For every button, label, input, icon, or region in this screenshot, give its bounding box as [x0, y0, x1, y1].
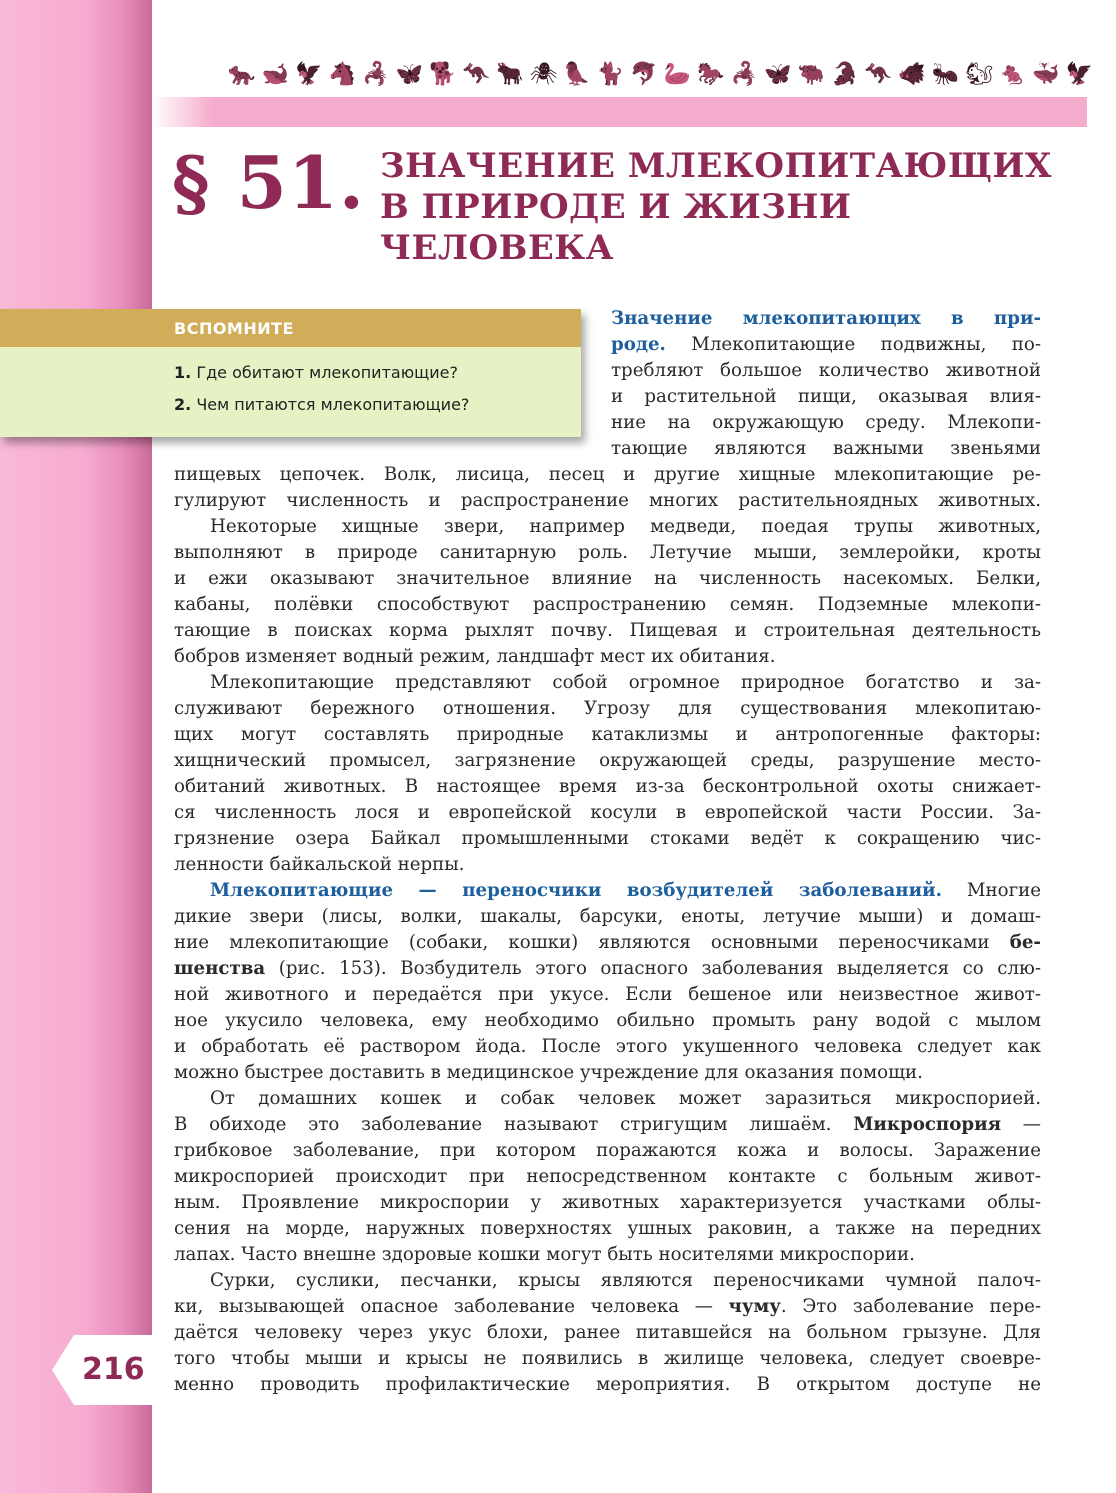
- animal-silhouette-icon: 🦅: [1065, 62, 1094, 87]
- text-line: [611, 332, 1041, 358]
- text-line: кабаны, полёвки способствуют распространению семян. Подземные млекопи-: [174, 594, 1041, 615]
- animal-silhouette-icon: 🦂: [362, 62, 390, 87]
- text-line: сения на морде, наружных поверхностях ушных раковин, а также на передних: [174, 1218, 1041, 1239]
- animal-silhouette-icon: 🦋: [764, 62, 792, 87]
- recall-question: [174, 359, 581, 391]
- chapter-title-line: ЧЕЛОВЕКА: [380, 228, 614, 268]
- animal-silhouette-icon: 🐬: [630, 62, 658, 87]
- section-heading: роде.: [611, 334, 666, 355]
- text-line: и растительной пищи, оказывая влия-: [611, 386, 1041, 407]
- animal-silhouette-icon: 🐆: [228, 62, 256, 87]
- text-line: грязнение озера Байкал промышленными стоками ведёт к сокращению чис-: [174, 828, 1041, 849]
- text-line: менно проводить профилактические мероприятия. В открытом доступе не: [174, 1374, 1041, 1395]
- chapter-title: [380, 146, 1080, 269]
- text-line: требляют большое количество животной: [611, 360, 1041, 381]
- bold-term: бе-: [1009, 932, 1041, 953]
- text-line: [174, 1294, 1041, 1320]
- page-number: 216: [82, 1352, 145, 1387]
- question-text: Чем питаются млекопитающие?: [196, 395, 470, 414]
- text-line: микроспорией происходит при непосредственном контакте с больным живот-: [174, 1166, 1041, 1187]
- text-line: и ежи оказывают значительное влияние на численность насекомых. Белки,: [174, 568, 1041, 589]
- text-line: обитаний животных. В настоящее время из-за бесконтрольной охоты снижает-: [174, 776, 1041, 797]
- text-span: ки, вызывающей опасное заболевание человека —: [174, 1296, 729, 1317]
- text-span: (рис. 153). Возбудитель этого опасного заболевания выделяется со слю-: [265, 958, 1041, 979]
- text-span: —: [1001, 1114, 1041, 1135]
- text-line: тающие являются важными звеньями: [611, 438, 1041, 459]
- question-number: 1.: [174, 363, 192, 382]
- animal-silhouette-icon: 🦘: [864, 62, 893, 87]
- text-line: Сурки, суслики, песчанки, крысы являются переносчиками чумной палоч-: [210, 1270, 1041, 1291]
- animal-silhouette-icon: 🐜: [931, 62, 960, 87]
- chapter-title-line: В ПРИРОДЕ И ЖИЗНИ: [380, 187, 852, 227]
- animal-silhouette-icon: 🐋: [261, 62, 289, 87]
- text-line: хищнический промысел, загрязнение окружающей среды, разрушение место-: [174, 750, 1041, 771]
- text-line: ленности байкальской нерпы.: [174, 854, 465, 875]
- animal-silhouette-icon: 🐳: [1032, 62, 1060, 87]
- chapter-title-line: ЗНАЧЕНИЕ МЛЕКОПИТАЮЩИХ: [380, 146, 1052, 186]
- bold-term: шенства: [174, 958, 266, 979]
- bold-term: Микроспория: [853, 1114, 1002, 1135]
- text-line: [174, 1112, 1041, 1138]
- section-heading: Млекопитающие — переносчики возбудителей заболеваний.: [210, 880, 942, 901]
- animal-silhouette-icon: 🦋: [395, 62, 423, 87]
- text-line: выполняют в природе санитарную роль. Летучие мыши, землеройки, кроты: [174, 542, 1041, 563]
- text-line: ное укусило человека, ему необходимо обильно промыть рану водой с мылом: [174, 1010, 1041, 1031]
- section-number: § 51.: [172, 140, 365, 225]
- text-line: дикие звери (лисы, волки, шакалы, барсуки, еноты, летучие мыши) и домаш-: [174, 906, 1041, 927]
- animal-silhouette-icon: 🐕: [429, 62, 457, 87]
- recall-heading: ВСПОМНИТЕ: [0, 309, 581, 347]
- animal-silhouette-icon: 🐊: [831, 62, 859, 87]
- text-span: . Это заболевание пере-: [780, 1296, 1041, 1317]
- header-pink-bar: [152, 97, 1087, 127]
- bold-term: чуму: [728, 1296, 781, 1317]
- text-line: [174, 878, 1041, 904]
- text-span: ние млекопитающие (собаки, кошки) являются основными переносчиками: [174, 932, 1010, 953]
- text-line: грибковое заболевание, при котором поражаются кожа и волосы. Заражение: [174, 1140, 1041, 1161]
- text-line: ной животного и передаётся при укусе. Если бешеное или неизвестное живот-: [174, 984, 1041, 1005]
- animal-silhouette-icon: 🐃: [797, 62, 826, 87]
- text-line: ным. Проявление микроспории у животных характеризуется участками облы-: [174, 1192, 1041, 1213]
- text-line: [174, 930, 1041, 956]
- text-line: От домашних кошек и собак человек может заразиться микроспорией.: [210, 1088, 1041, 1109]
- text-line: Некоторые хищные звери, например медведи, поедая трупы животных,: [210, 516, 1041, 537]
- text-line: [174, 956, 1041, 982]
- animal-silhouette-icon: 🐈: [596, 62, 625, 87]
- question-number: 2.: [174, 395, 192, 414]
- text-line: и обработать её раствором йода. После этого укушенного человека следует как: [174, 1036, 1041, 1057]
- section-heading: Значение млекопитающих в при-: [611, 308, 1041, 329]
- animal-silhouette-icon: 🦅: [295, 62, 323, 87]
- animal-silhouette-icon: 🐂: [496, 62, 524, 87]
- animal-silhouette-icon: 🐴: [328, 62, 356, 87]
- animal-silhouette-icon: 🦘: [462, 62, 491, 87]
- text-line: [611, 306, 1041, 332]
- text-line: лапах. Часто внешне здоровые кошки могут быть носителями микроспории.: [174, 1244, 915, 1265]
- text-line: можно быстрее доставить в медицинское учреждение для оказания помощи.: [174, 1062, 923, 1083]
- left-margin-band: [0, 0, 152, 1493]
- animal-silhouette-strip: [228, 62, 1094, 88]
- animal-silhouette-icon: 🦜: [563, 62, 591, 87]
- animal-silhouette-icon: 🦢: [663, 62, 692, 87]
- recall-questions: [0, 347, 581, 437]
- text-line: того чтобы мыши и крысы не появились в жилище человека, следует своевре-: [174, 1348, 1041, 1369]
- text-line: щих могут составлять природные катаклизмы и антропогенные факторы:: [174, 724, 1041, 745]
- animal-silhouette-icon: 🐎: [697, 62, 725, 87]
- text-span: В обиходе это заболевание называют стригущим лишаём.: [174, 1114, 854, 1135]
- text-line: ние на окружающую среду. Млекопи-: [611, 412, 1041, 433]
- text-line: тающие в поисках корма рыхлят почву. Пищевая и строительная деятельность: [174, 620, 1041, 641]
- text-line: служивают бережного отношения. Угрозу для существования млекопитаю-: [174, 698, 1041, 719]
- text-line: ся численность лося и европейской косули в европейской части России. За-: [174, 802, 1041, 823]
- text-span: Млекопитающие подвижны, по-: [665, 334, 1041, 355]
- animal-silhouette-icon: 🦂: [730, 62, 759, 87]
- text-line: бобров изменяет водный режим, ландшафт мест их обитания.: [174, 646, 776, 667]
- text-line: Млекопитающие представляют собой огромное природное богатство и за-: [210, 672, 1041, 693]
- animal-silhouette-icon: 🕷: [529, 62, 558, 87]
- recall-box: [0, 309, 581, 437]
- animal-silhouette-icon: 🐗: [898, 62, 926, 87]
- text-line: гулируют численность и распространение многих растительноядных животных.: [174, 490, 1041, 511]
- question-text: Где обитают млекопитающие?: [196, 363, 458, 382]
- header-bar-fade: [152, 97, 212, 127]
- text-line: даётся человеку через укус блохи, ранее питавшейся на больном грызуне. Для: [174, 1322, 1041, 1343]
- recall-question: [174, 391, 581, 423]
- text-line: пищевых цепочек. Волк, лисица, песец и другие хищные млекопитающие ре-: [174, 464, 1041, 485]
- animal-silhouette-icon: 🐁: [998, 62, 1027, 87]
- text-span: Многие: [941, 880, 1041, 901]
- animal-silhouette-icon: 🐿: [965, 62, 994, 87]
